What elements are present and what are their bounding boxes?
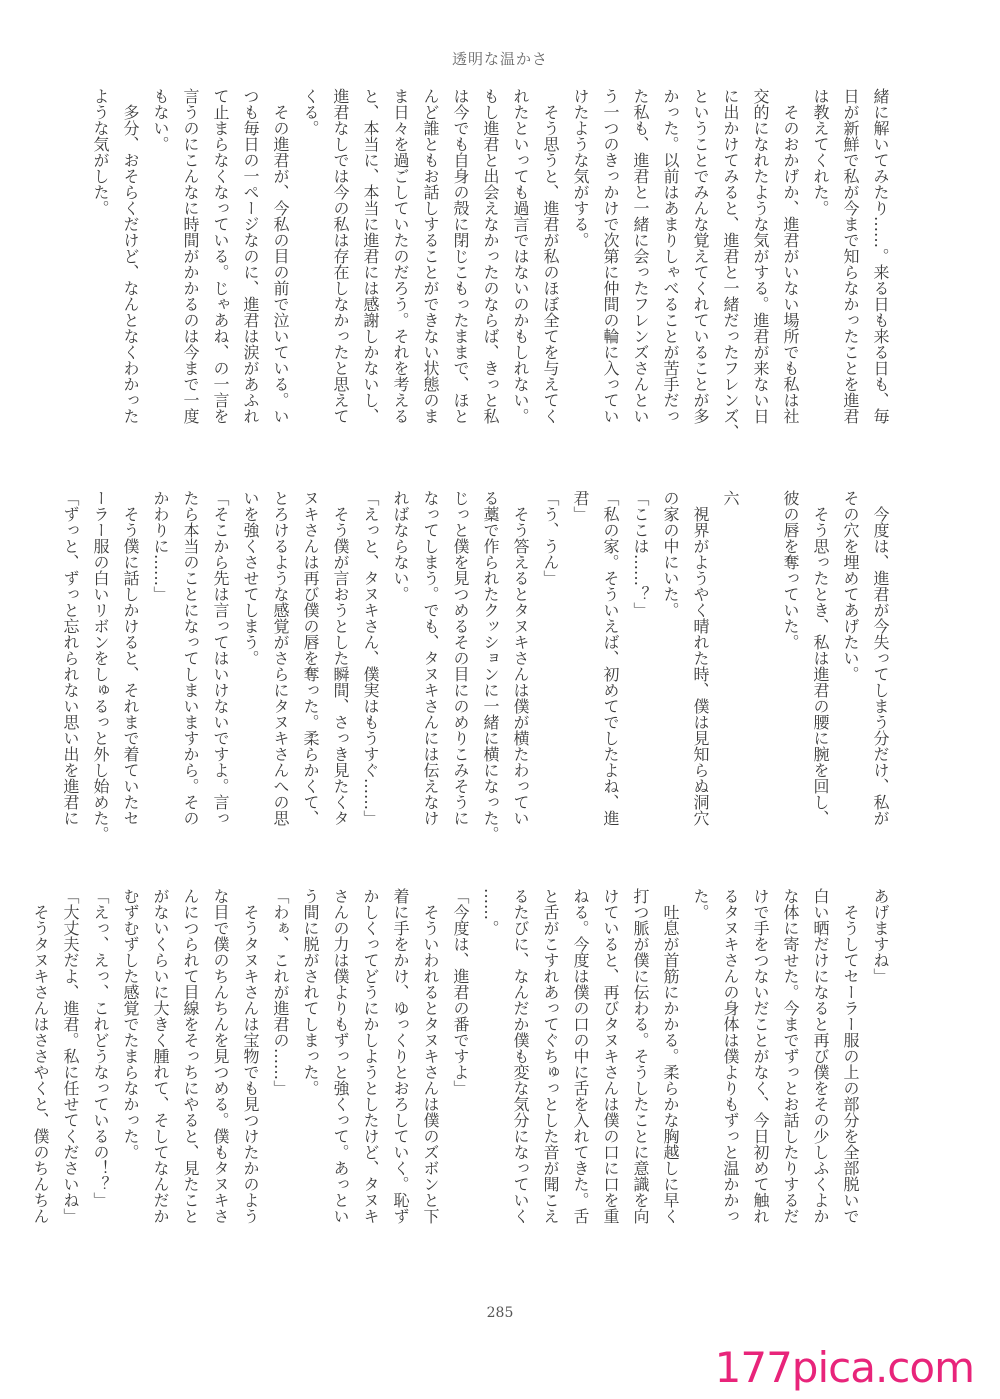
text-block-middle [61, 490, 895, 852]
watermark: 177pica.com [714, 1343, 974, 1392]
paragraph: 緒に解いてみたり……。来る日も来る日も、毎 日が新鮮で私が今まで知らなかったことを進君 は教えてくれた。 そのおかげか、進君がいない場所でも私は社 交的になれたような気がする。進君が来ない日 に出かけてみると、進君と一緒だったフレンズ、 ということでみんな覚えてくれていることが多 かった。以前はあまりしゃべることが苦手だっ た私も、進君と一緒に会ったフレンズさんとい う一つのきっかけで次第に仲間の輪に入ってい けたような気がする。 そう思うと、進君が私のほぼ全てを与えてく れたといっても過言ではないのかもしれない。 もし進君と出会えなかったのならば、きっと私 は今でも自身の殻に閉じこもったままで、ほと んど誰ともお話しすることができない状態のま ま日々を過ごしていたのだろう。それを考える と、本当に、本当に進君には感謝しかないし、 進君なしでは今の私は存在しなかったと思えて くる。 その進君が、今私の目の前で泣いている。い つも毎日の一ページなのに、進君は涙があふれ て止まらなくなっている。じゃあね、の一言を 言うのにこんなに時間がかかるのは今まで一度 もない。 多分、おそらくだけど、なんとなくわかった ような気がした。 [91, 88, 890, 440]
text-block-bottom [31, 888, 895, 1254]
text-block-top [91, 88, 895, 454]
page-number: 285 [486, 1305, 514, 1321]
paragraph: あげますね」 そうしてセーラー服の上の部分を全部脱いで 白い晒だけになると再び僕をその少しふくよか な体に寄せた。今までずっとお話したりするだ けで手をつないだことがなく、今日初めて触れ るタヌキさんの身体は僕よりもずっと温かかっ た。 吐息が首筋にかかる。柔らかな胸越しに早く 打つ脈が僕に伝わる。そうしたことに意識を向 けていると、再びタヌキさんは僕の口に口を重 ねる。今度は僕の口の中に舌を入れてきた。舌 と舌がこすれあってぐちゅっとした音が聞こえ るたびに、なんだか僕も変な気分になっていく ……。 「今度は、進君の番ですよ」 そういわれるとタヌキさんは僕のズボンと下 着に手をかけ、ゆっくりとおろしていく。恥ず かしくってどうにかしようとしたけど、タヌキ さんの力は僕よりもずっと強くって。あっとい う間に脱がされてしまった。 「わぁ、これが進君の……」 そうタヌキさんは宝物でも見つけたかのよう な目で僕のちんちんを見つめる。僕もタヌキさ んにつられて目線をそっちにやると、見たこと がないくらいに大きく腫れて、そしてなんだか むずむずした感覚でたまらなかった。 「えっ、えっ、これどうなっているの！？」 「大丈夫だよ、進君。私に任せてくださいね」 そうタヌキさんはささやくと、僕のちんちん [31, 888, 890, 1224]
paragraph: 今度は、進君が今失ってしまう分だけ、私が その穴を埋めてあげたい。 そう思ったとき、私は進君の腰に腕を回し、 彼の唇を奪っていた。 六 視界がようやく晴れた時、僕は見知らぬ洞穴 の家の中にいた。 「ここは……？」 「私の家。そういえば、初めてでしたよね、進 君」 「う、うん」 そう答えるとタヌキさんは僕が横たわってい る藁で作られたクッションに一緒に横になった。 じっと僕を見つめるその目にのめりこみそうに なってしまう。でも、タヌキさんには伝えなけ ればならない。 「えっと、タヌキさん、僕実はもうすぐ……」 そう僕が言おうとした瞬間、さっき見たくタ ヌキさんは再び僕の唇を奪った。柔らかくて、 とろけるような感覚がさらにタヌキさんへの思 いを強くさせてしまう。 「そこから先は言ってはいけないですよ。言っ たら本当のことになってしまいますから。その かわりに……」 そう僕に話しかけると、それまで着ていたセ ーラー服の白いリボンをしゅるっと外し始めた。 「ずっと、ずっと忘れられない思い出を進君に [61, 490, 890, 842]
running-header: 透明な温かさ [451, 50, 548, 68]
